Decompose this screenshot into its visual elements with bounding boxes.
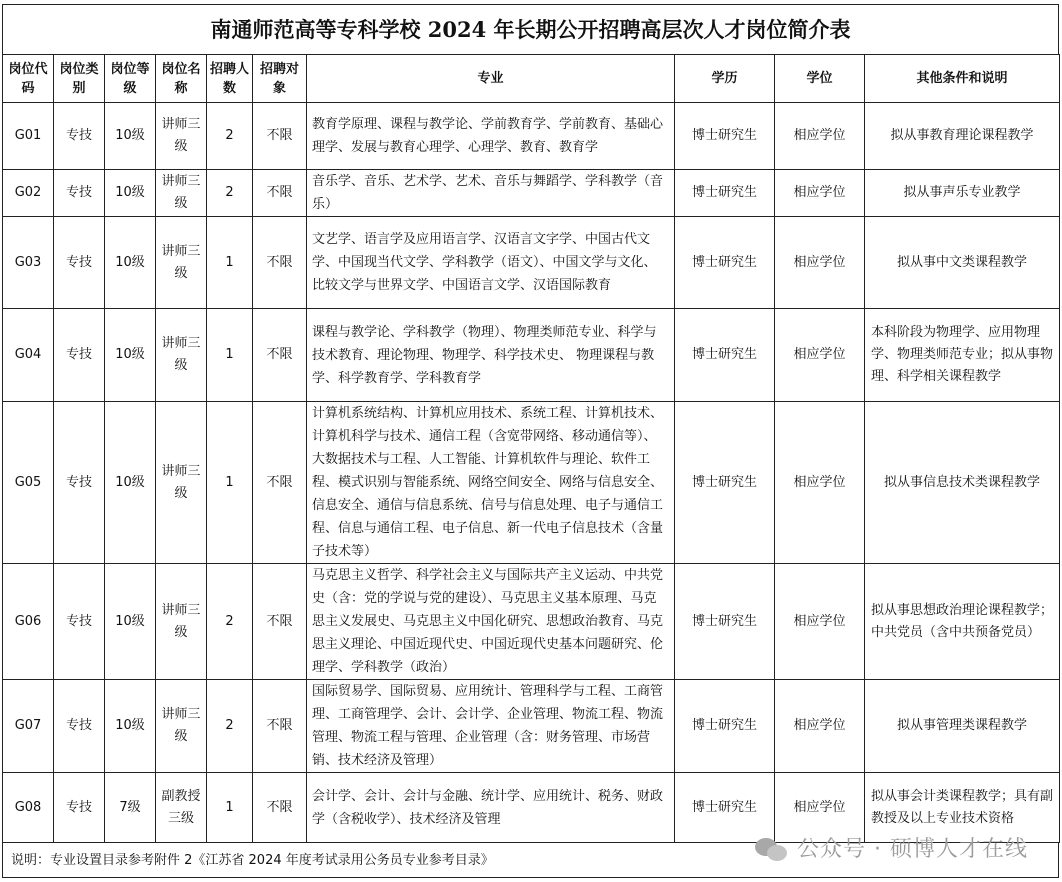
cell-level: 10级 — [105, 217, 156, 309]
cell-degree: 相应学位 — [775, 170, 865, 217]
cell-level: 10级 — [105, 103, 156, 170]
cell-name: 讲师三级 — [156, 170, 207, 217]
table-row — [3, 217, 1060, 309]
header-education: 学历 — [675, 55, 775, 103]
cell-education: 博士研究生 — [675, 309, 775, 402]
cell-education: 博士研究生 — [675, 402, 775, 564]
cell-name: 讲师三级 — [156, 680, 207, 773]
cell-target: 不限 — [253, 564, 307, 680]
cell-code: G01 — [3, 103, 54, 170]
cell-degree: 相应学位 — [775, 103, 865, 170]
cell-level: 10级 — [105, 402, 156, 564]
cell-name: 讲师三级 — [156, 564, 207, 680]
table-row — [3, 402, 1060, 564]
cell-major: 计算机系统结构、计算机应用技术、系统工程、计算机技术、计算机科学与技术、通信工程（含宽带网络、移动通信等）、大数据技术与工程、人工智能、计算机软件与理论、软件工程、模式识别与智能系统、网络空间安全、网络与信息安全、信息安全、通信与信息系统、信号与信息处理、电子与通信工程、信息与通信工程、电子信息、新一代电子信息技术（含量子技术等） — [307, 402, 675, 564]
header-other: 其他条件和说明 — [865, 55, 1060, 103]
cell-level: 10级 — [105, 170, 156, 217]
cell-degree: 相应学位 — [775, 217, 865, 309]
cell-major: 国际贸易学、国际贸易、应用统计、管理科学与工程、工商管理、工商管理学、会计、会计学、企业管理、物流工程、物流管理、物流工程与管理、企业管理（含：财务管理、市场营销、技术经济及管理） — [307, 680, 675, 773]
cell-major: 教育学原理、课程与教学论、学前教育学、学前教育、基础心理学、发展与教育心理学、心理学、教育、教育学 — [307, 103, 675, 170]
cell-target: 不限 — [253, 680, 307, 773]
table-row — [3, 103, 1060, 170]
header-count: 招聘人数 — [207, 55, 253, 103]
cell-count: 1 — [207, 773, 253, 843]
cell-target: 不限 — [253, 103, 307, 170]
header-degree: 学位 — [775, 55, 865, 103]
cell-name: 讲师三级 — [156, 402, 207, 564]
cell-education: 博士研究生 — [675, 170, 775, 217]
cell-education: 博士研究生 — [675, 680, 775, 773]
cell-major: 课程与教学论、学科教学（物理）、物理类师范专业、科学与技术教育、理论物理、物理学、科学技术史、 物理课程与教学、科学教育学、学科教育学 — [307, 309, 675, 402]
cell-other: 本科阶段为物理学、应用物理学、物理类师范专业；拟从事物理、科学相关课程教学 — [865, 309, 1060, 402]
cell-name: 副教授三级 — [156, 773, 207, 843]
cell-other: 拟从事中文类课程教学 — [865, 217, 1060, 309]
cell-type: 专技 — [54, 217, 105, 309]
header-type: 岗位类别 — [54, 55, 105, 103]
cell-type: 专技 — [54, 402, 105, 564]
cell-target: 不限 — [253, 402, 307, 564]
wechat-icon — [755, 835, 789, 863]
cell-count: 2 — [207, 103, 253, 170]
footnote — [2, 836, 1059, 878]
cell-count: 2 — [207, 564, 253, 680]
cell-name: 讲师三级 — [156, 217, 207, 309]
cell-major: 文艺学、语言学及应用语言学、汉语言文字学、中国古代文学、中国现当代文学、学科教学（语文）、中国文学与文化、比较文学与世界文学、中国语言文学、汉语国际教育 — [307, 217, 675, 309]
cell-target: 不限 — [253, 773, 307, 843]
cell-major: 马克思主义哲学、科学社会主义与国际共产主义运动、中共党史（含：党的学说与党的建设）、马克思主义基本原理、马克思主义发展史、马克思主义中国化研究、思想政治教育、马克思主义理论、中国近现代史、中国近现代史基本问题研究、伦理学、学科教学（政治） — [307, 564, 675, 680]
cell-level: 10级 — [105, 680, 156, 773]
cell-level: 10级 — [105, 564, 156, 680]
cell-major: 音乐学、音乐、艺术学、艺术、音乐与舞蹈学、学科教学（音乐） — [307, 170, 675, 217]
cell-target: 不限 — [253, 309, 307, 402]
cell-other: 拟从事声乐专业教学 — [865, 170, 1060, 217]
job-table-sheet — [2, 4, 1059, 878]
header-row — [3, 55, 1060, 103]
cell-education: 博士研究生 — [675, 564, 775, 680]
cell-major: 会计学、会计、会计与金融、统计学、应用统计、税务、财政学（含税收学）、技术经济及管理 — [307, 773, 675, 843]
cell-type: 专技 — [54, 309, 105, 402]
cell-education: 博士研究生 — [675, 103, 775, 170]
cell-count: 1 — [207, 402, 253, 564]
cell-count: 1 — [207, 217, 253, 309]
table-row — [3, 680, 1060, 773]
cell-code: G06 — [3, 564, 54, 680]
cell-count: 2 — [207, 680, 253, 773]
cell-code: G05 — [3, 402, 54, 564]
cell-degree: 相应学位 — [775, 773, 865, 843]
cell-code: G04 — [3, 309, 54, 402]
header-level: 岗位等级 — [105, 55, 156, 103]
header-code: 岗位代码 — [3, 55, 54, 103]
cell-other: 拟从事会计类课程教学；具有副教授及以上专业技术资格 — [865, 773, 1060, 843]
cell-other: 拟从事信息技术类课程教学 — [865, 402, 1060, 564]
header-name: 岗位名称 — [156, 55, 207, 103]
cell-type: 专技 — [54, 103, 105, 170]
cell-code: G03 — [3, 217, 54, 309]
cell-count: 2 — [207, 170, 253, 217]
page-title: 南通师范高等专科学校 2024 年长期公开招聘高层次人才岗位简介表 — [2, 4, 1059, 54]
watermark — [755, 829, 1028, 869]
cell-type: 专技 — [54, 773, 105, 843]
cell-name: 讲师三级 — [156, 309, 207, 402]
header-major: 专业 — [307, 55, 675, 103]
cell-type: 专技 — [54, 564, 105, 680]
cell-code: G07 — [3, 680, 54, 773]
cell-other: 拟从事管理类课程教学 — [865, 680, 1060, 773]
cell-degree: 相应学位 — [775, 402, 865, 564]
cell-count: 1 — [207, 309, 253, 402]
cell-degree: 相应学位 — [775, 309, 865, 402]
cell-degree: 相应学位 — [775, 680, 865, 773]
cell-name: 讲师三级 — [156, 103, 207, 170]
cell-type: 专技 — [54, 170, 105, 217]
cell-level: 10级 — [105, 309, 156, 402]
cell-target: 不限 — [253, 217, 307, 309]
cell-education: 博士研究生 — [675, 773, 775, 843]
cell-target: 不限 — [253, 170, 307, 217]
cell-code: G02 — [3, 170, 54, 217]
footnote-text: 说明：专业设置目录参考附件 2《江苏省 2024 年度考试录用公务员专业参考目录》 — [11, 853, 494, 868]
cell-other: 拟从事思想政治理论课程教学；中共党员（含中共预备党员） — [865, 564, 1060, 680]
cell-education: 博士研究生 — [675, 217, 775, 309]
header-target: 招聘对象 — [253, 55, 307, 103]
cell-code: G08 — [3, 773, 54, 843]
watermark-text: 公众号 · 硕博人才在线 — [797, 836, 1028, 862]
table-row — [3, 564, 1060, 680]
table-row — [3, 170, 1060, 217]
table-row — [3, 309, 1060, 402]
cell-type: 专技 — [54, 680, 105, 773]
cell-degree: 相应学位 — [775, 564, 865, 680]
cell-level: 7级 — [105, 773, 156, 843]
cell-other: 拟从事教育理论课程教学 — [865, 103, 1060, 170]
positions-table — [2, 54, 1060, 843]
